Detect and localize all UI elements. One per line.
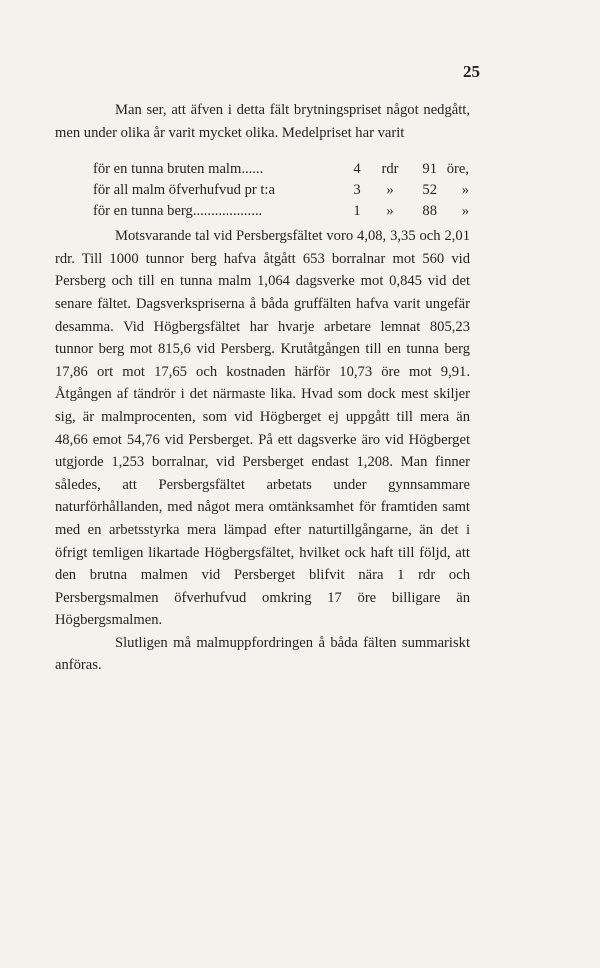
price-unit-rdr: »	[386, 203, 394, 220]
price-label: för en tunna berg...................	[93, 203, 263, 220]
price-row	[93, 158, 470, 179]
price-unit-ore: »	[461, 182, 469, 199]
price-ore: 88	[422, 203, 437, 220]
page-number: 25	[463, 62, 480, 81]
price-rdr: 1	[353, 203, 361, 220]
price-table	[55, 158, 470, 221]
price-ore: 91	[422, 161, 437, 178]
price-unit-rdr: rdr	[381, 161, 399, 178]
price-rdr: 4	[353, 161, 361, 178]
price-unit-rdr: »	[386, 182, 394, 199]
paragraph-closing: Slutligen må malmuppfordringen å båda fälten summariskt anföras.	[55, 634, 470, 674]
price-ore: 52	[422, 182, 437, 199]
price-rdr: 3	[353, 182, 361, 199]
price-row	[93, 200, 470, 221]
price-row	[93, 179, 470, 200]
price-label: för en tunna bruten malm......	[93, 161, 264, 178]
price-unit-ore: öre,	[446, 161, 469, 178]
price-unit-ore: »	[461, 203, 469, 220]
paragraph-intro: Man ser, att äfven i detta fält brytningspriset något nedgått, men under olika år varit mycket olika. Medelpriset har varit	[55, 102, 470, 141]
paragraph-comparison: Motsvarande tal vid Persbergsfältet voro 4,08, 3,35 och 2,01 rdr. Till 1000 tunnor berg hafva åtgått 653 borralnar mot 560 vid Persberg och till en tunna malm 1,064 dagsverke mot 0,845 vid det senare fältet. Dagsverkspriserna å båda gruffälten hafva varit ungefär desamma. Vid Högbergsfältet har hvarje arbetare lemnat 805,23 tunnor berg mot 815,6 vid Persberg. Krutåtgången till en tunna berg 17,86 ort mot 17,65 och kostnaden härför 10,73 öre mot 9,91. Åtgången af tändrör i det närmaste lika. Hvad som dock mest skiljer sig, är malmprocenten, som vid Högberget ej uppgått till mera än 48,66 emot 54,76 vid Persberget. På ett dagsverke äro vid Högberget utgjorde 1,253 borralnar, vid Persberget endast 1,208. Man finner således, att Persbergsfältet arbetats under gynnsammare naturförhållanden, med något mera omtänksamhet för framtiden samt med en arbetsstyrka mera lämpad efter naturtillgångarne, än det i öfrigt temligen likartade Högbergsfältet, hvilket ock haft till följd, att den brutna malmen vid Persberget blifvit nära 1 rdr och Persbergsmalmen öfverhufvud omkring 17 öre billigare än Högbergsmalmen.	[55, 228, 470, 629]
body-text	[55, 99, 470, 677]
price-label: för all malm öfverhufvud pr t:a	[93, 182, 275, 199]
